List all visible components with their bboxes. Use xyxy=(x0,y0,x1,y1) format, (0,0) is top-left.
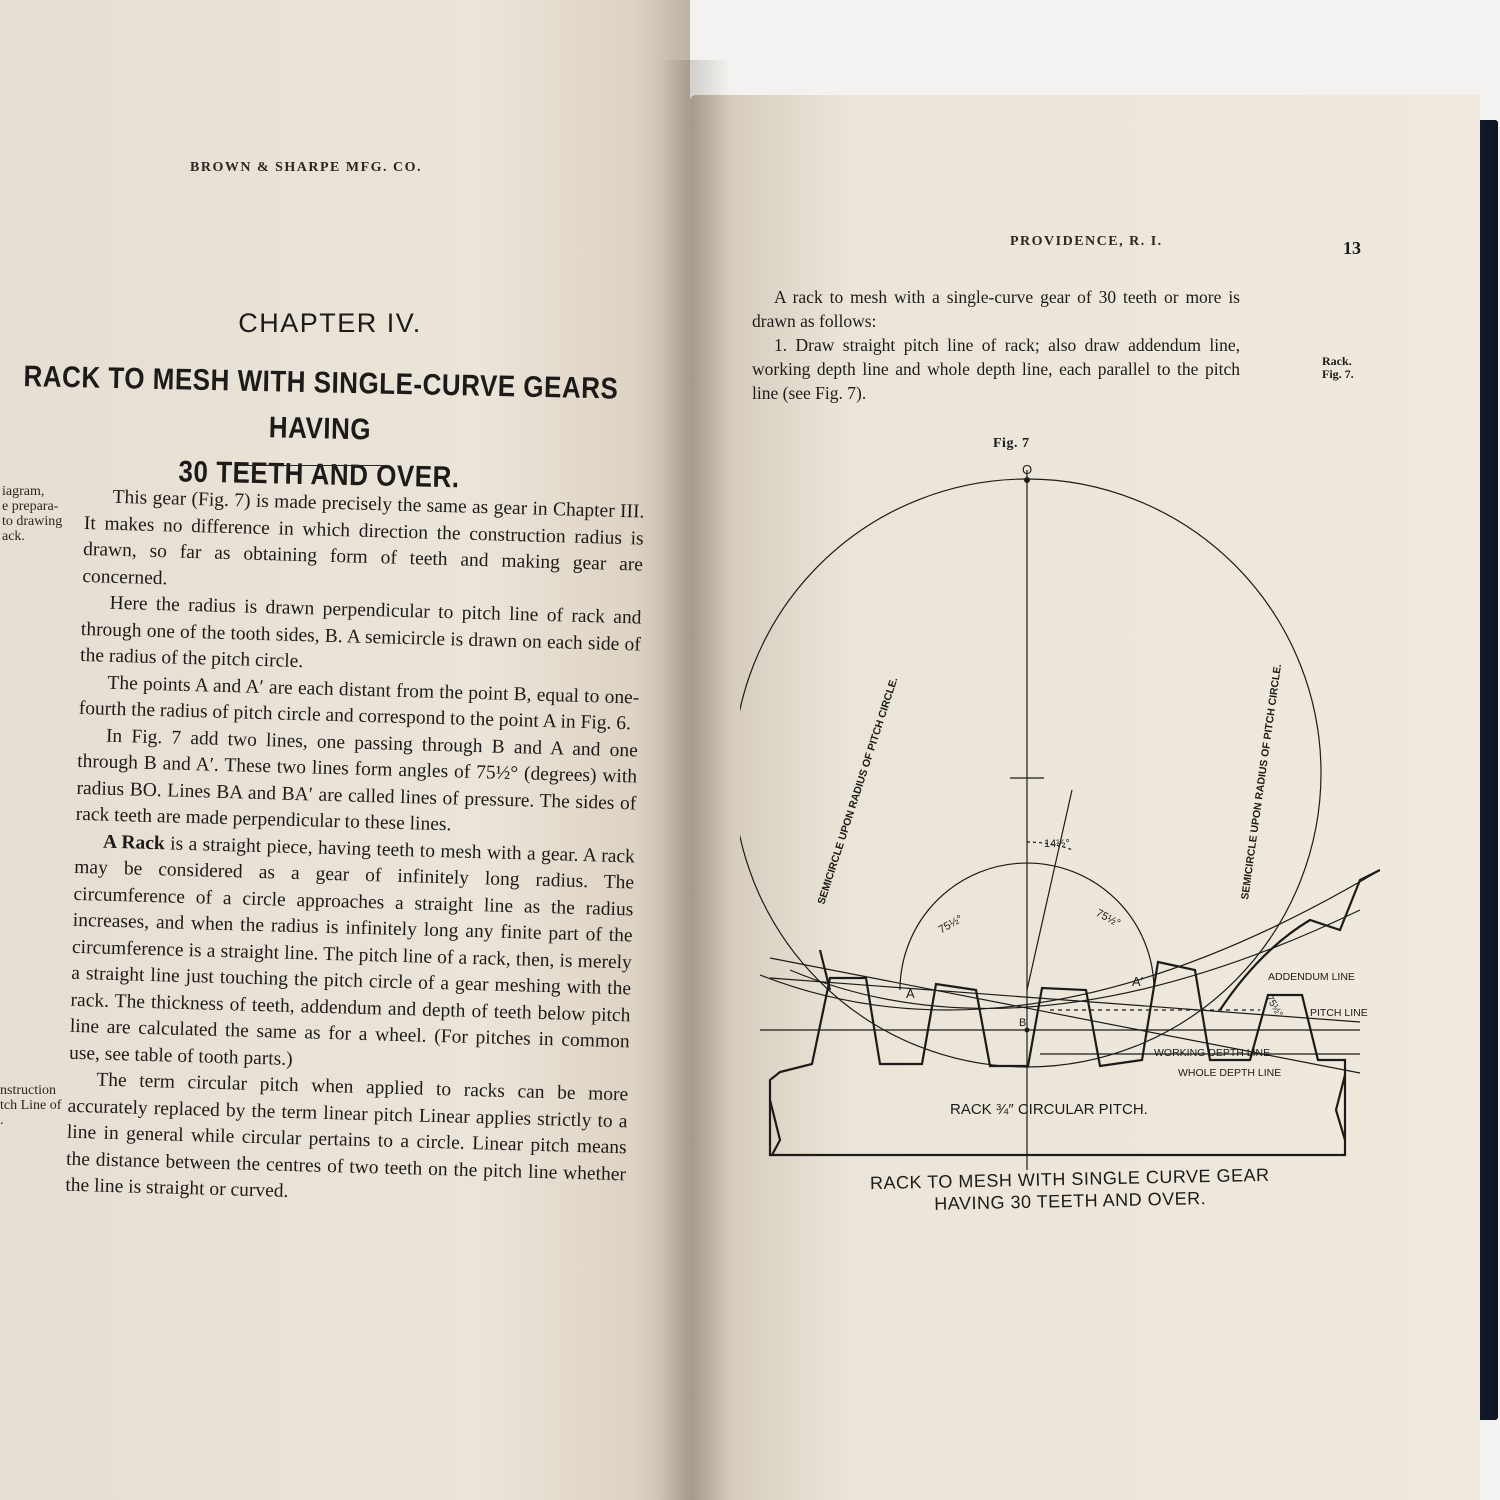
left-running-head: BROWN & SHARPE MFG. CO. xyxy=(190,160,423,175)
label-semicircle-left: SEMICIRCLE UPON RADIUS OF PITCH CIRCLE. xyxy=(815,675,901,906)
chapter-subtitle-line-1: RACK TO MESH WITH SINGLE-CURVE GEARS HAVING xyxy=(23,358,619,447)
gear-curve xyxy=(790,910,1360,1008)
side-note-line: Fig. 7. xyxy=(1322,367,1354,381)
margin-note-line: nstruction xyxy=(0,1083,56,1098)
margin-note-line: . xyxy=(0,1113,4,1128)
side-note xyxy=(1322,355,1354,381)
label-angle-left: 75½° xyxy=(936,912,965,937)
left-body-text xyxy=(65,484,645,1215)
label-rack: RACK ¾″ CIRCULAR PITCH. xyxy=(950,1101,1148,1118)
margin-note-construction xyxy=(0,1083,61,1128)
paragraph: In Fig. 7 add two lines, one passing through B and A and one through B and A′. These two lines form angles of 75½° (degrees) with radius BO. Lines BA and BA′ are called lines of pressure. The sides of rack teeth are made perpendicular to these lines. xyxy=(75,725,639,836)
margin-note-line: tch Line of xyxy=(0,1098,62,1113)
margin-note-line: to drawing xyxy=(2,514,63,529)
margin-note-diagram xyxy=(2,484,62,544)
margin-note-line: iagram, xyxy=(2,484,45,499)
rack-break-left xyxy=(770,1100,780,1155)
paragraph: The points A and A′ are each distant from the point B, equal to one-fourth the radius of pitch circle and correspond to the point A in Fig. 6. xyxy=(78,672,640,735)
point-o-marker xyxy=(1024,477,1030,483)
pressure-angle-line xyxy=(1027,790,1072,990)
paragraph: The term circular pitch when applied to racks can be more accurately replaced by the term linear pitch Linear applies strictly to a line in general while circular pertains to a circle. Linear pitch means the distance between the centres of two teeth on the pitch line whether the line is straight or curved. xyxy=(65,1069,629,1202)
step-1: 1. Draw straight pitch line of rack; also draw addendum line, working depth line and whole depth line, each parallel to the pitch line (see Fig. 7). xyxy=(752,335,1240,403)
label-angle-tooth: 75½° xyxy=(1263,993,1285,1020)
label-angle-right: 75½° xyxy=(1093,907,1123,930)
chapter-subtitle xyxy=(9,353,632,504)
intro-paragraph: A rack to mesh with a single-curve gear of 30 teeth or more is drawn as follows: xyxy=(752,287,1240,331)
label-b: B xyxy=(1019,1017,1027,1029)
margin-note-line: ack. xyxy=(2,529,25,544)
label-a: A xyxy=(906,986,915,1001)
right-running-head: PROVIDENCE, R. I. xyxy=(1010,234,1163,249)
chapter-subtitle-line-2: 30 TEETH AND OVER. xyxy=(178,453,460,495)
rack-break-right xyxy=(1336,1075,1345,1140)
figure-label: Fig. 7 xyxy=(993,436,1030,451)
paragraph: This gear (Fig. 7) is made precisely the same as gear in Chapter III. It makes no difference in which direction the construction radius is drawn, so far as obtaining form of teeth and making gear are concerned. xyxy=(82,486,645,589)
paragraph: Here the radius is drawn perpendicular to pitch line of rack and through one of the tooth sides, B. A semicircle is drawn on each side of the radius of the pitch circle. xyxy=(79,592,642,673)
chapter-title: CHAPTER IV. xyxy=(238,308,422,338)
paragraph-rack xyxy=(69,828,635,1082)
label-working-depth-line: WORKING DEPTH LINE xyxy=(1154,1047,1271,1059)
label-pitch-line: PITCH LINE xyxy=(1310,1007,1368,1019)
caption-line-1: RACK TO MESH WITH SINGLE CURVE GEAR xyxy=(869,1164,1270,1194)
rack-paragraph-text: is a straight piece, having teeth to mesh with a gear. A rack may be considered as a gear of infinitely long radius. The circumference of a circle approaches a straight line as the radius increases, and when the radius is infinitely long any finite part of the circumference is a straight line. The pitch line of a rack, then, is merely a straight line just touching the pitch circle of a gear meshing with the rack. The thickness of teeth, addendum and depth of teeth below pitch line are calculated the same as for a wheel. (For pitches in common use, see table of tooth parts.) xyxy=(68,833,636,1070)
side-note-line: Rack. xyxy=(1322,354,1352,368)
label-a-prime: A′ xyxy=(1132,974,1144,989)
label-whole-depth-line: WHOLE DEPTH LINE xyxy=(1178,1067,1282,1079)
page-number: 13 xyxy=(1343,238,1361,258)
label-addendum-line: ADDENDUM LINE xyxy=(1268,971,1355,983)
figure-7-diagram xyxy=(740,450,1380,1170)
right-intro-text xyxy=(752,285,1240,405)
margin-note-line: e prepara- xyxy=(2,499,59,514)
caption-line-2: HAVING 30 TEETH AND OVER. xyxy=(934,1188,1207,1214)
rack-term: A Rack xyxy=(102,831,166,854)
chapter-divider xyxy=(238,465,388,466)
label-semicircle-right: SEMICIRCLE UPON RADIUS OF PITCH CIRCLE. xyxy=(1239,663,1285,901)
label-o: O xyxy=(1022,462,1033,477)
label-angle-small: 14½° xyxy=(1044,838,1070,850)
